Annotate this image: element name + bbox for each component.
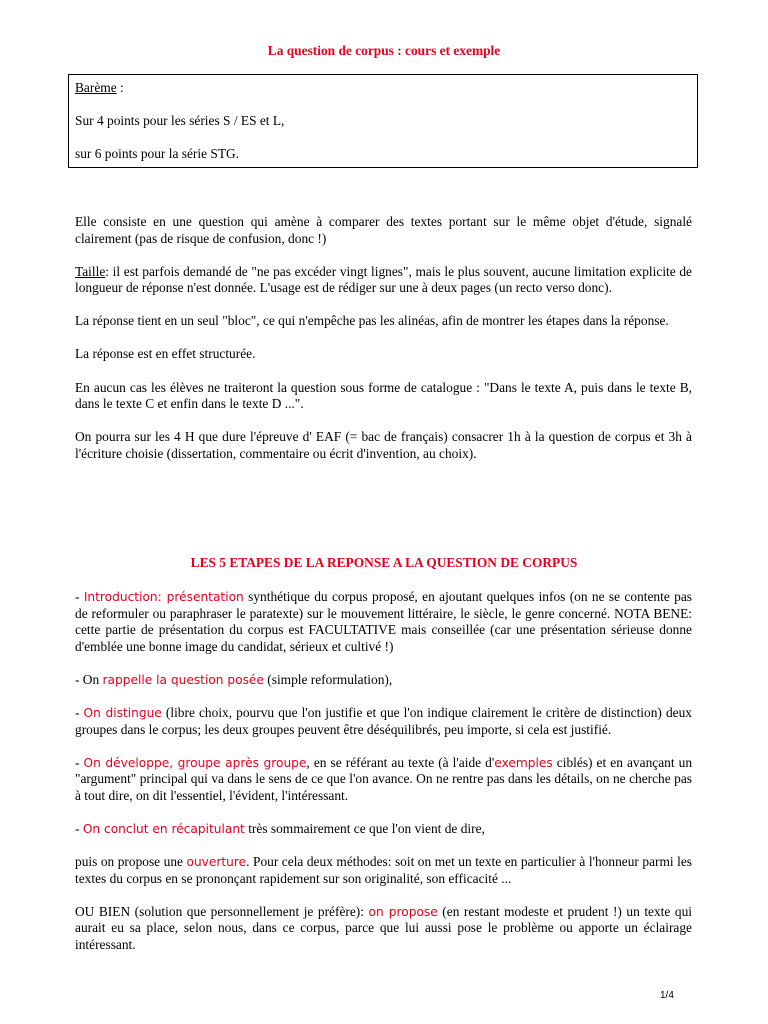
step-introduction — [75, 589, 692, 655]
step-highlight: On conclut en récapitulant — [82, 821, 245, 836]
taille-label: Taille — [75, 263, 106, 279]
step-highlight: rappelle la question posée — [102, 672, 264, 687]
step-text: (simple reformulation), — [263, 671, 393, 687]
page-number: 1/4 — [660, 990, 674, 1001]
step-prefix: - On — [75, 671, 103, 687]
step-highlight: On distingue — [83, 705, 162, 720]
intro-paragraph-6: On pourra sur les 4 H que dure l'épreuve d' EAF (= bac de français) consacrer 1h à la question de corpus et 3h à l'écriture choisie (dissertation, commentaire ou écrit d'invention, au choix). — [75, 429, 692, 461]
bareme-label-suffix: : — [116, 80, 124, 95]
step-ouverture — [75, 854, 692, 887]
step-prefix: - — [75, 820, 83, 836]
bareme-label: Barème — [75, 80, 117, 95]
step-text: ciblés) et en avançant un "argument" principal qui va dans le sens de ce que l'on avance. On ne rentre pas dans les détails, on ne cherche pas à tout dire, on dit l'essentiel, l'évident, l'intéressant. — [75, 754, 693, 803]
page-title: La question de corpus : cours et exemple — [267, 43, 501, 58]
step-prefix: - — [75, 589, 84, 604]
step-text: puis on propose une — [75, 854, 187, 870]
step-rappel — [75, 672, 692, 689]
bareme-box — [68, 74, 698, 168]
step-text: synthétique du corpus proposé, en ajoutant quelques infos (on ne se contente pas de reformuler ou paraphraser le paratexte) sur le mouvement littéraire, le siècle, le genre concerné. NOTA BENE: cette partie de présentation du corpus est FACULTATIVE mais conseillée (car une présentation sérieuse donne d'emblée une bonne image du candidat, sérieux et cultivé !) — [75, 589, 692, 654]
step-text: très sommairement ce que l'on vient de dire, — [244, 820, 485, 836]
step-text: . Pour cela deux méthodes: soit on met un texte en particulier à l'honneur parmi les textes du corpus en se prononçant rapidement sur son originalité, son efficacité ... — [75, 854, 692, 886]
step-highlight: ouverture — [186, 855, 247, 870]
step-ou-bien — [75, 904, 692, 954]
step-text: (en restant modeste et prudent !) un texte qui aurait eu sa place, selon nous, dans ce corpus, parce que lui aussi pose le problème ou apporte un éclairage intéressant. — [75, 903, 692, 952]
bareme-label-line — [75, 80, 691, 97]
step-text: OU BIEN (solution que personnellement je préfère): — [75, 903, 369, 919]
step-highlight: exemples — [494, 755, 553, 770]
step-prefix: - — [75, 754, 84, 770]
step-conclusion — [75, 821, 692, 838]
steps-section — [75, 589, 692, 970]
step-highlight: Introduction: présentation — [83, 590, 244, 604]
step-developpement — [75, 755, 692, 805]
intro-paragraph-2 — [75, 264, 692, 297]
intro-paragraph-3: La réponse tient en un seul "bloc", ce qui n'empêche pas les alinéas, afin de montrer les étapes dans la réponse. — [75, 313, 669, 329]
step-distinction — [75, 705, 692, 738]
step-text: , en se référant au texte (à l'aide d' — [306, 754, 495, 770]
intro-section — [75, 214, 692, 479]
bareme-line-2: sur 6 points pour la série STG. — [75, 146, 240, 162]
intro-paragraph-5: En aucun cas les élèves ne traiteront la question sous forme de catalogue : "Dans le texte A, puis dans le texte B, dans le texte C et enfin dans le texte D ...". — [75, 379, 692, 412]
step-highlight: on propose — [368, 904, 438, 919]
intro-paragraph-1: Elle consiste en une question qui amène à comparer des textes portant sur le même objet d'étude, signalé clairement (pas de risque de confusion, donc !) — [75, 214, 692, 246]
step-prefix: - — [75, 704, 84, 720]
bareme-line-1: Sur 4 points pour les séries S / ES et L, — [75, 112, 285, 128]
section-heading: LES 5 ETAPES DE LA REPONSE A LA QUESTION DE CORPUS — [190, 555, 578, 570]
taille-text: : il est parfois demandé de "ne pas excéder vingt lignes", mais le plus souvent, aucune limitation explicite de longueur de réponse n'est donnée. L'usage est de rédiger sur une à deux pages (un recto verso donc). — [75, 263, 692, 296]
step-highlight: On développe, groupe après groupe — [83, 755, 307, 770]
step-text: (libre choix, pourvu que l'on justifie et que l'on indique clairement le critère de distinction) deux groupes dans le corpus; les deux groupes peuvent être déséquilibrés, peu importe, si cela est justifié. — [75, 704, 692, 737]
intro-paragraph-4: La réponse est en effet structurée. — [75, 346, 256, 362]
